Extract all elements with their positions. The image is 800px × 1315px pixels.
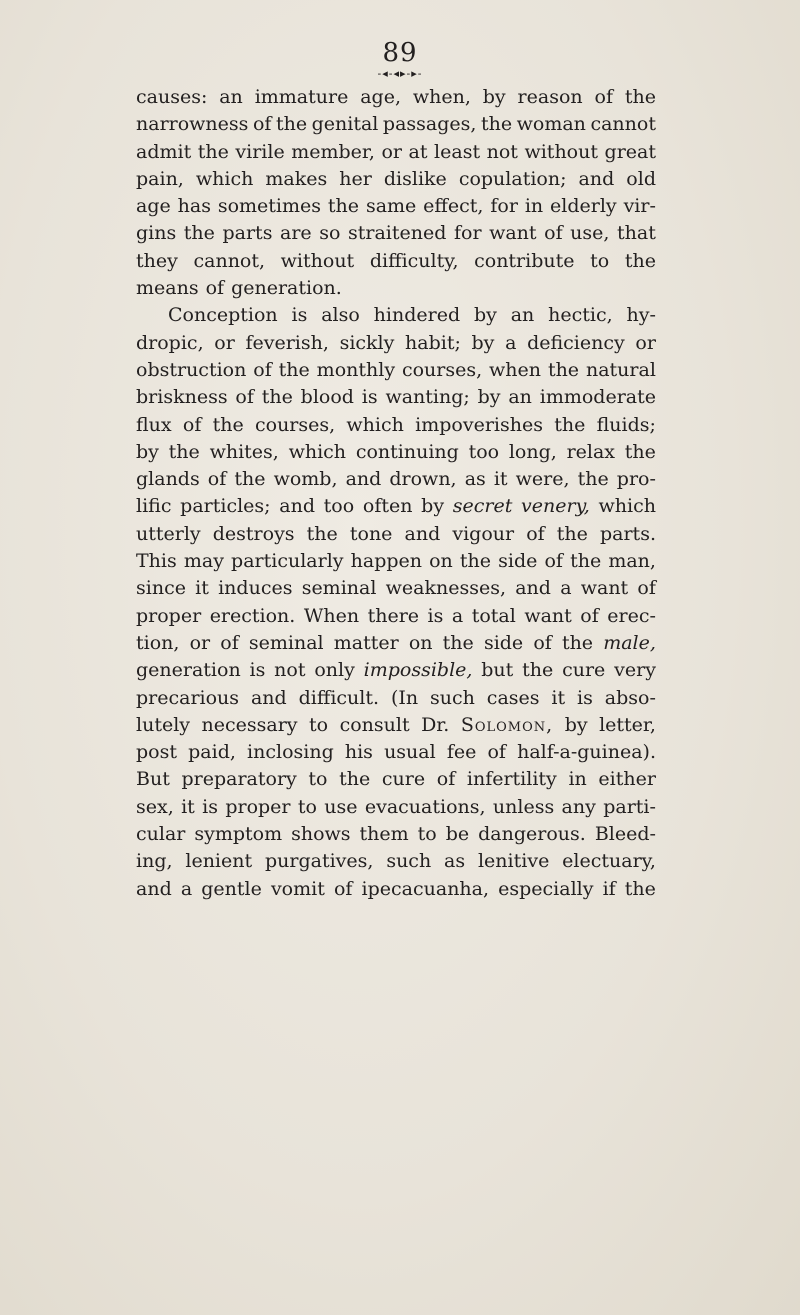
word: hindered bbox=[373, 304, 461, 327]
word: the bbox=[212, 413, 244, 436]
word: of bbox=[207, 468, 227, 491]
word: cannot bbox=[590, 113, 656, 136]
word: at bbox=[408, 140, 428, 163]
word: to bbox=[308, 768, 328, 791]
word: sex, bbox=[136, 795, 174, 818]
word: of bbox=[333, 877, 353, 900]
word: of bbox=[220, 631, 239, 654]
word: a bbox=[560, 577, 572, 600]
word: purgatives, bbox=[265, 850, 374, 873]
word: Dr. bbox=[421, 713, 450, 736]
word: use, bbox=[570, 222, 610, 245]
word: and bbox=[578, 167, 615, 190]
word: genital bbox=[311, 113, 379, 136]
word: means bbox=[136, 277, 199, 300]
word: or bbox=[214, 331, 235, 354]
word: are bbox=[280, 222, 312, 245]
word: to bbox=[590, 249, 610, 272]
word: of bbox=[253, 358, 272, 381]
word: it bbox=[551, 686, 566, 709]
word: male, bbox=[603, 631, 656, 654]
word: particles; bbox=[180, 495, 271, 518]
word: in bbox=[524, 195, 544, 218]
word: vir- bbox=[623, 195, 656, 218]
word: of bbox=[544, 222, 563, 245]
text-line bbox=[136, 384, 656, 411]
word: the bbox=[624, 877, 656, 900]
word: habit; bbox=[405, 331, 461, 354]
word: of bbox=[205, 277, 225, 300]
word: a bbox=[180, 877, 193, 900]
word: lutely bbox=[136, 713, 191, 736]
text-line bbox=[136, 794, 656, 821]
word: and bbox=[345, 468, 382, 491]
word: of bbox=[533, 631, 552, 654]
page-number: 89 bbox=[382, 38, 418, 68]
word: tion, bbox=[136, 631, 180, 654]
word: a bbox=[505, 331, 517, 354]
word: and bbox=[404, 522, 441, 545]
word: cular bbox=[136, 823, 186, 846]
word: them bbox=[359, 823, 409, 846]
text-line bbox=[136, 330, 656, 357]
text-line bbox=[136, 848, 656, 875]
word: natural bbox=[585, 358, 656, 381]
word: such bbox=[386, 850, 432, 873]
word: but bbox=[481, 659, 514, 682]
text-line bbox=[136, 412, 656, 439]
word: obstruction bbox=[136, 358, 247, 381]
word: vomit bbox=[270, 877, 325, 900]
word: makes bbox=[265, 167, 328, 190]
text-line bbox=[136, 139, 656, 166]
word: either bbox=[598, 768, 656, 791]
word: on bbox=[408, 631, 433, 654]
word: precarious bbox=[136, 686, 240, 709]
word: impossible, bbox=[363, 659, 473, 682]
word: infertility bbox=[466, 768, 557, 791]
word: of bbox=[487, 741, 506, 764]
word: great bbox=[604, 140, 656, 163]
word: lenitive bbox=[477, 850, 550, 873]
word: vigour bbox=[452, 522, 515, 545]
word: member, bbox=[291, 140, 375, 163]
word: of bbox=[544, 550, 563, 573]
word: the bbox=[577, 468, 609, 491]
word: too bbox=[468, 440, 500, 463]
word: of bbox=[580, 604, 599, 627]
word: causes: bbox=[136, 86, 208, 108]
word: evacuations, bbox=[364, 795, 486, 818]
word: difficulty, bbox=[369, 249, 459, 272]
word: the bbox=[442, 631, 474, 654]
word: Bleed- bbox=[594, 823, 656, 846]
word: (In bbox=[390, 686, 419, 709]
word: continuing bbox=[355, 440, 459, 463]
word: the bbox=[327, 195, 360, 218]
word: of bbox=[436, 768, 456, 791]
word: impoverishes bbox=[415, 413, 543, 436]
body-text bbox=[136, 84, 656, 903]
word: of bbox=[235, 386, 254, 409]
word: to bbox=[297, 795, 317, 818]
word: use bbox=[324, 795, 358, 818]
word: virile bbox=[235, 140, 285, 163]
word: usual bbox=[384, 741, 436, 764]
word: a bbox=[451, 604, 464, 627]
word: immoderate bbox=[539, 386, 656, 409]
word: by bbox=[471, 331, 495, 354]
text-line bbox=[136, 685, 656, 712]
word: But bbox=[136, 768, 170, 791]
word: preparatory bbox=[181, 768, 297, 791]
word: hy- bbox=[626, 304, 656, 327]
word: courses, bbox=[401, 358, 483, 381]
text-line bbox=[136, 248, 656, 275]
word: whites, bbox=[209, 440, 279, 463]
word: the bbox=[234, 468, 266, 491]
text-line bbox=[136, 603, 656, 630]
word: narrowness bbox=[136, 113, 249, 136]
word: by bbox=[421, 495, 445, 518]
word: hectic, bbox=[548, 304, 613, 327]
text-line bbox=[136, 84, 656, 111]
word: the bbox=[561, 631, 594, 654]
word: without bbox=[280, 249, 355, 272]
text-line bbox=[136, 766, 656, 793]
word: total bbox=[471, 604, 516, 627]
word: the bbox=[624, 440, 656, 463]
word: secret bbox=[452, 495, 513, 518]
word: want bbox=[489, 222, 537, 245]
word: passages, bbox=[382, 113, 477, 136]
word: long, bbox=[508, 440, 557, 463]
word: the bbox=[570, 550, 602, 573]
text-line bbox=[136, 302, 656, 329]
word: generation. bbox=[231, 277, 342, 300]
text-line bbox=[136, 821, 656, 848]
word: straitened bbox=[348, 222, 447, 245]
word: fluids; bbox=[596, 413, 656, 436]
word: side bbox=[483, 631, 524, 654]
word: womb, bbox=[273, 468, 338, 491]
word: and bbox=[250, 686, 287, 709]
word: elderly bbox=[550, 195, 617, 218]
word: the bbox=[459, 550, 492, 573]
word: gentle bbox=[201, 877, 262, 900]
word: electuary, bbox=[562, 850, 656, 873]
word: side bbox=[498, 550, 538, 573]
word: sometimes bbox=[217, 195, 322, 218]
word: and bbox=[279, 495, 315, 518]
word: of bbox=[182, 413, 202, 436]
word: is bbox=[577, 686, 593, 709]
text-line bbox=[136, 220, 656, 247]
word: inclosing bbox=[247, 741, 334, 764]
word: relax bbox=[566, 440, 616, 463]
word: of bbox=[252, 113, 272, 136]
text-line bbox=[136, 193, 656, 220]
word: shows bbox=[291, 823, 351, 846]
word: as bbox=[464, 468, 486, 491]
word: pro- bbox=[616, 468, 656, 491]
text-line bbox=[136, 630, 656, 657]
word: utterly bbox=[136, 522, 201, 545]
word: parts bbox=[222, 222, 273, 245]
word: is bbox=[427, 604, 444, 627]
word: if bbox=[602, 877, 616, 900]
word: the bbox=[547, 358, 580, 381]
word: Solomon, bbox=[460, 713, 554, 736]
word: erec- bbox=[607, 604, 656, 627]
word: which bbox=[598, 495, 656, 518]
word: parti- bbox=[603, 795, 656, 818]
word: any bbox=[561, 795, 596, 818]
text-line bbox=[136, 275, 656, 302]
word: too bbox=[323, 495, 355, 518]
word: symptom bbox=[194, 823, 283, 846]
word: flux bbox=[136, 413, 172, 436]
word: the bbox=[261, 386, 293, 409]
word: post bbox=[136, 741, 177, 764]
word: the bbox=[624, 249, 656, 272]
word: copulation; bbox=[458, 167, 567, 190]
word: so bbox=[319, 222, 341, 245]
word: proper bbox=[225, 795, 291, 818]
word: Conception bbox=[168, 304, 278, 327]
word: venery, bbox=[521, 495, 590, 518]
word: monthly bbox=[316, 358, 396, 381]
word: fee bbox=[446, 741, 477, 764]
text-line bbox=[136, 111, 656, 138]
word: consult bbox=[339, 713, 410, 736]
word: happen bbox=[350, 550, 422, 573]
word: which bbox=[288, 440, 347, 463]
word: cure bbox=[381, 768, 426, 791]
word: the bbox=[306, 522, 338, 545]
word: when bbox=[489, 358, 542, 381]
word: it bbox=[195, 577, 209, 600]
word: has bbox=[177, 195, 211, 218]
word: they bbox=[136, 249, 178, 272]
word: dropic, bbox=[136, 331, 204, 354]
word: woman bbox=[516, 113, 586, 136]
word: on bbox=[429, 550, 453, 573]
word: half-a-guinea). bbox=[517, 741, 656, 764]
word: weaknesses, bbox=[385, 577, 507, 600]
ornament-divider: -◂-◂▸-▸- bbox=[377, 67, 423, 80]
text-line bbox=[136, 876, 656, 903]
text-line bbox=[136, 712, 656, 739]
word: old bbox=[626, 167, 656, 190]
word: cure bbox=[562, 659, 606, 682]
word: particularly bbox=[231, 550, 344, 573]
word: contribute bbox=[474, 249, 575, 272]
word: may bbox=[183, 550, 224, 573]
word: paid, bbox=[188, 741, 236, 764]
text-line bbox=[136, 357, 656, 384]
word: ipecacuanha, bbox=[361, 877, 490, 900]
text-line bbox=[136, 493, 656, 520]
word: least bbox=[434, 140, 481, 163]
word: the bbox=[278, 358, 310, 381]
word: age, bbox=[360, 86, 401, 108]
word: it bbox=[181, 795, 195, 818]
word: deficiency bbox=[527, 331, 625, 354]
word: of bbox=[526, 522, 545, 545]
word: to bbox=[417, 823, 437, 846]
word: is bbox=[361, 386, 378, 409]
word: the bbox=[480, 113, 513, 136]
text-line bbox=[136, 575, 656, 602]
word: dangerous. bbox=[478, 823, 586, 846]
word: not bbox=[274, 659, 306, 682]
word: an bbox=[508, 386, 532, 409]
word: glands bbox=[136, 468, 200, 491]
text-line bbox=[136, 439, 656, 466]
word: the bbox=[168, 440, 200, 463]
word: without bbox=[524, 140, 598, 163]
word: which bbox=[346, 413, 404, 436]
word: the bbox=[554, 413, 586, 436]
text-line bbox=[136, 466, 656, 493]
text-line bbox=[136, 548, 656, 575]
word: often bbox=[362, 495, 413, 518]
word: admit bbox=[136, 140, 192, 163]
word: were, bbox=[515, 468, 570, 491]
word: dislike bbox=[383, 167, 447, 190]
word: cases bbox=[486, 686, 540, 709]
word: want bbox=[524, 604, 572, 627]
word: immature bbox=[254, 86, 349, 108]
word: for bbox=[453, 222, 482, 245]
word: in bbox=[568, 768, 587, 791]
word: of bbox=[594, 86, 613, 108]
word: This bbox=[136, 550, 177, 573]
word: seminal bbox=[301, 577, 377, 600]
word: of bbox=[637, 577, 656, 600]
word: very bbox=[614, 659, 656, 682]
word: by bbox=[136, 440, 159, 463]
word: parts. bbox=[599, 522, 656, 545]
word: by bbox=[482, 86, 506, 108]
word: his bbox=[344, 741, 373, 764]
word: wanting; bbox=[385, 386, 470, 409]
word: briskness bbox=[136, 386, 228, 409]
text-line bbox=[136, 166, 656, 193]
word: blood bbox=[300, 386, 354, 409]
word: as bbox=[444, 850, 466, 873]
word: an bbox=[510, 304, 535, 327]
word: by bbox=[564, 713, 588, 736]
word: age bbox=[136, 195, 171, 218]
word: when, bbox=[412, 86, 471, 108]
word: generation bbox=[136, 659, 241, 682]
word: her bbox=[339, 167, 372, 190]
word: cannot, bbox=[193, 249, 266, 272]
word: by bbox=[473, 304, 497, 327]
word: tone bbox=[349, 522, 393, 545]
word: lific bbox=[136, 495, 172, 518]
word: and bbox=[136, 877, 172, 900]
word: proper bbox=[136, 604, 202, 627]
word: same bbox=[365, 195, 417, 218]
text-line bbox=[136, 521, 656, 548]
word: or bbox=[381, 140, 403, 163]
word: the bbox=[556, 522, 588, 545]
word: courses, bbox=[254, 413, 336, 436]
word: such bbox=[430, 686, 475, 709]
text-line bbox=[136, 739, 656, 766]
word: effect, bbox=[423, 195, 484, 218]
word: lenient bbox=[185, 850, 253, 873]
word: also bbox=[321, 304, 360, 327]
word: ing, bbox=[136, 850, 173, 873]
word: When bbox=[303, 604, 360, 627]
word: or bbox=[189, 631, 211, 654]
word: by bbox=[477, 386, 501, 409]
word: and bbox=[515, 577, 551, 600]
text-line bbox=[136, 657, 656, 684]
word: gins bbox=[136, 222, 177, 245]
word: is bbox=[249, 659, 266, 682]
word: necessary bbox=[201, 713, 298, 736]
word: it bbox=[493, 468, 508, 491]
word: reason bbox=[517, 86, 583, 108]
word: the bbox=[624, 86, 656, 108]
word: not bbox=[486, 140, 518, 163]
word: for bbox=[490, 195, 518, 218]
word: destroys bbox=[212, 522, 295, 545]
word: the bbox=[197, 140, 229, 163]
word: which bbox=[195, 167, 254, 190]
word: want bbox=[580, 577, 629, 600]
word: pain, bbox=[136, 167, 184, 190]
word: the bbox=[339, 768, 371, 791]
word: is bbox=[291, 304, 308, 327]
word: or bbox=[635, 331, 656, 354]
word: to bbox=[309, 713, 329, 736]
word: the bbox=[183, 222, 215, 245]
word: there bbox=[367, 604, 420, 627]
word: an bbox=[219, 86, 243, 108]
word: drown, bbox=[389, 468, 457, 491]
word: abso- bbox=[604, 686, 656, 709]
word: is bbox=[202, 795, 218, 818]
word: be bbox=[445, 823, 470, 846]
word: the bbox=[522, 659, 554, 682]
word: letter, bbox=[599, 713, 656, 736]
word: erection. bbox=[209, 604, 296, 627]
word: sickly bbox=[339, 331, 395, 354]
word: the bbox=[275, 113, 308, 136]
word: difficult. bbox=[298, 686, 380, 709]
word: especially bbox=[498, 877, 594, 900]
word: since bbox=[136, 577, 186, 600]
word: man, bbox=[608, 550, 656, 573]
word: only bbox=[314, 659, 355, 682]
word: feverish, bbox=[245, 331, 329, 354]
word: seminal bbox=[248, 631, 324, 654]
word: unless bbox=[492, 795, 555, 818]
word: induces bbox=[218, 577, 293, 600]
word: that bbox=[617, 222, 656, 245]
word: matter bbox=[333, 631, 399, 654]
